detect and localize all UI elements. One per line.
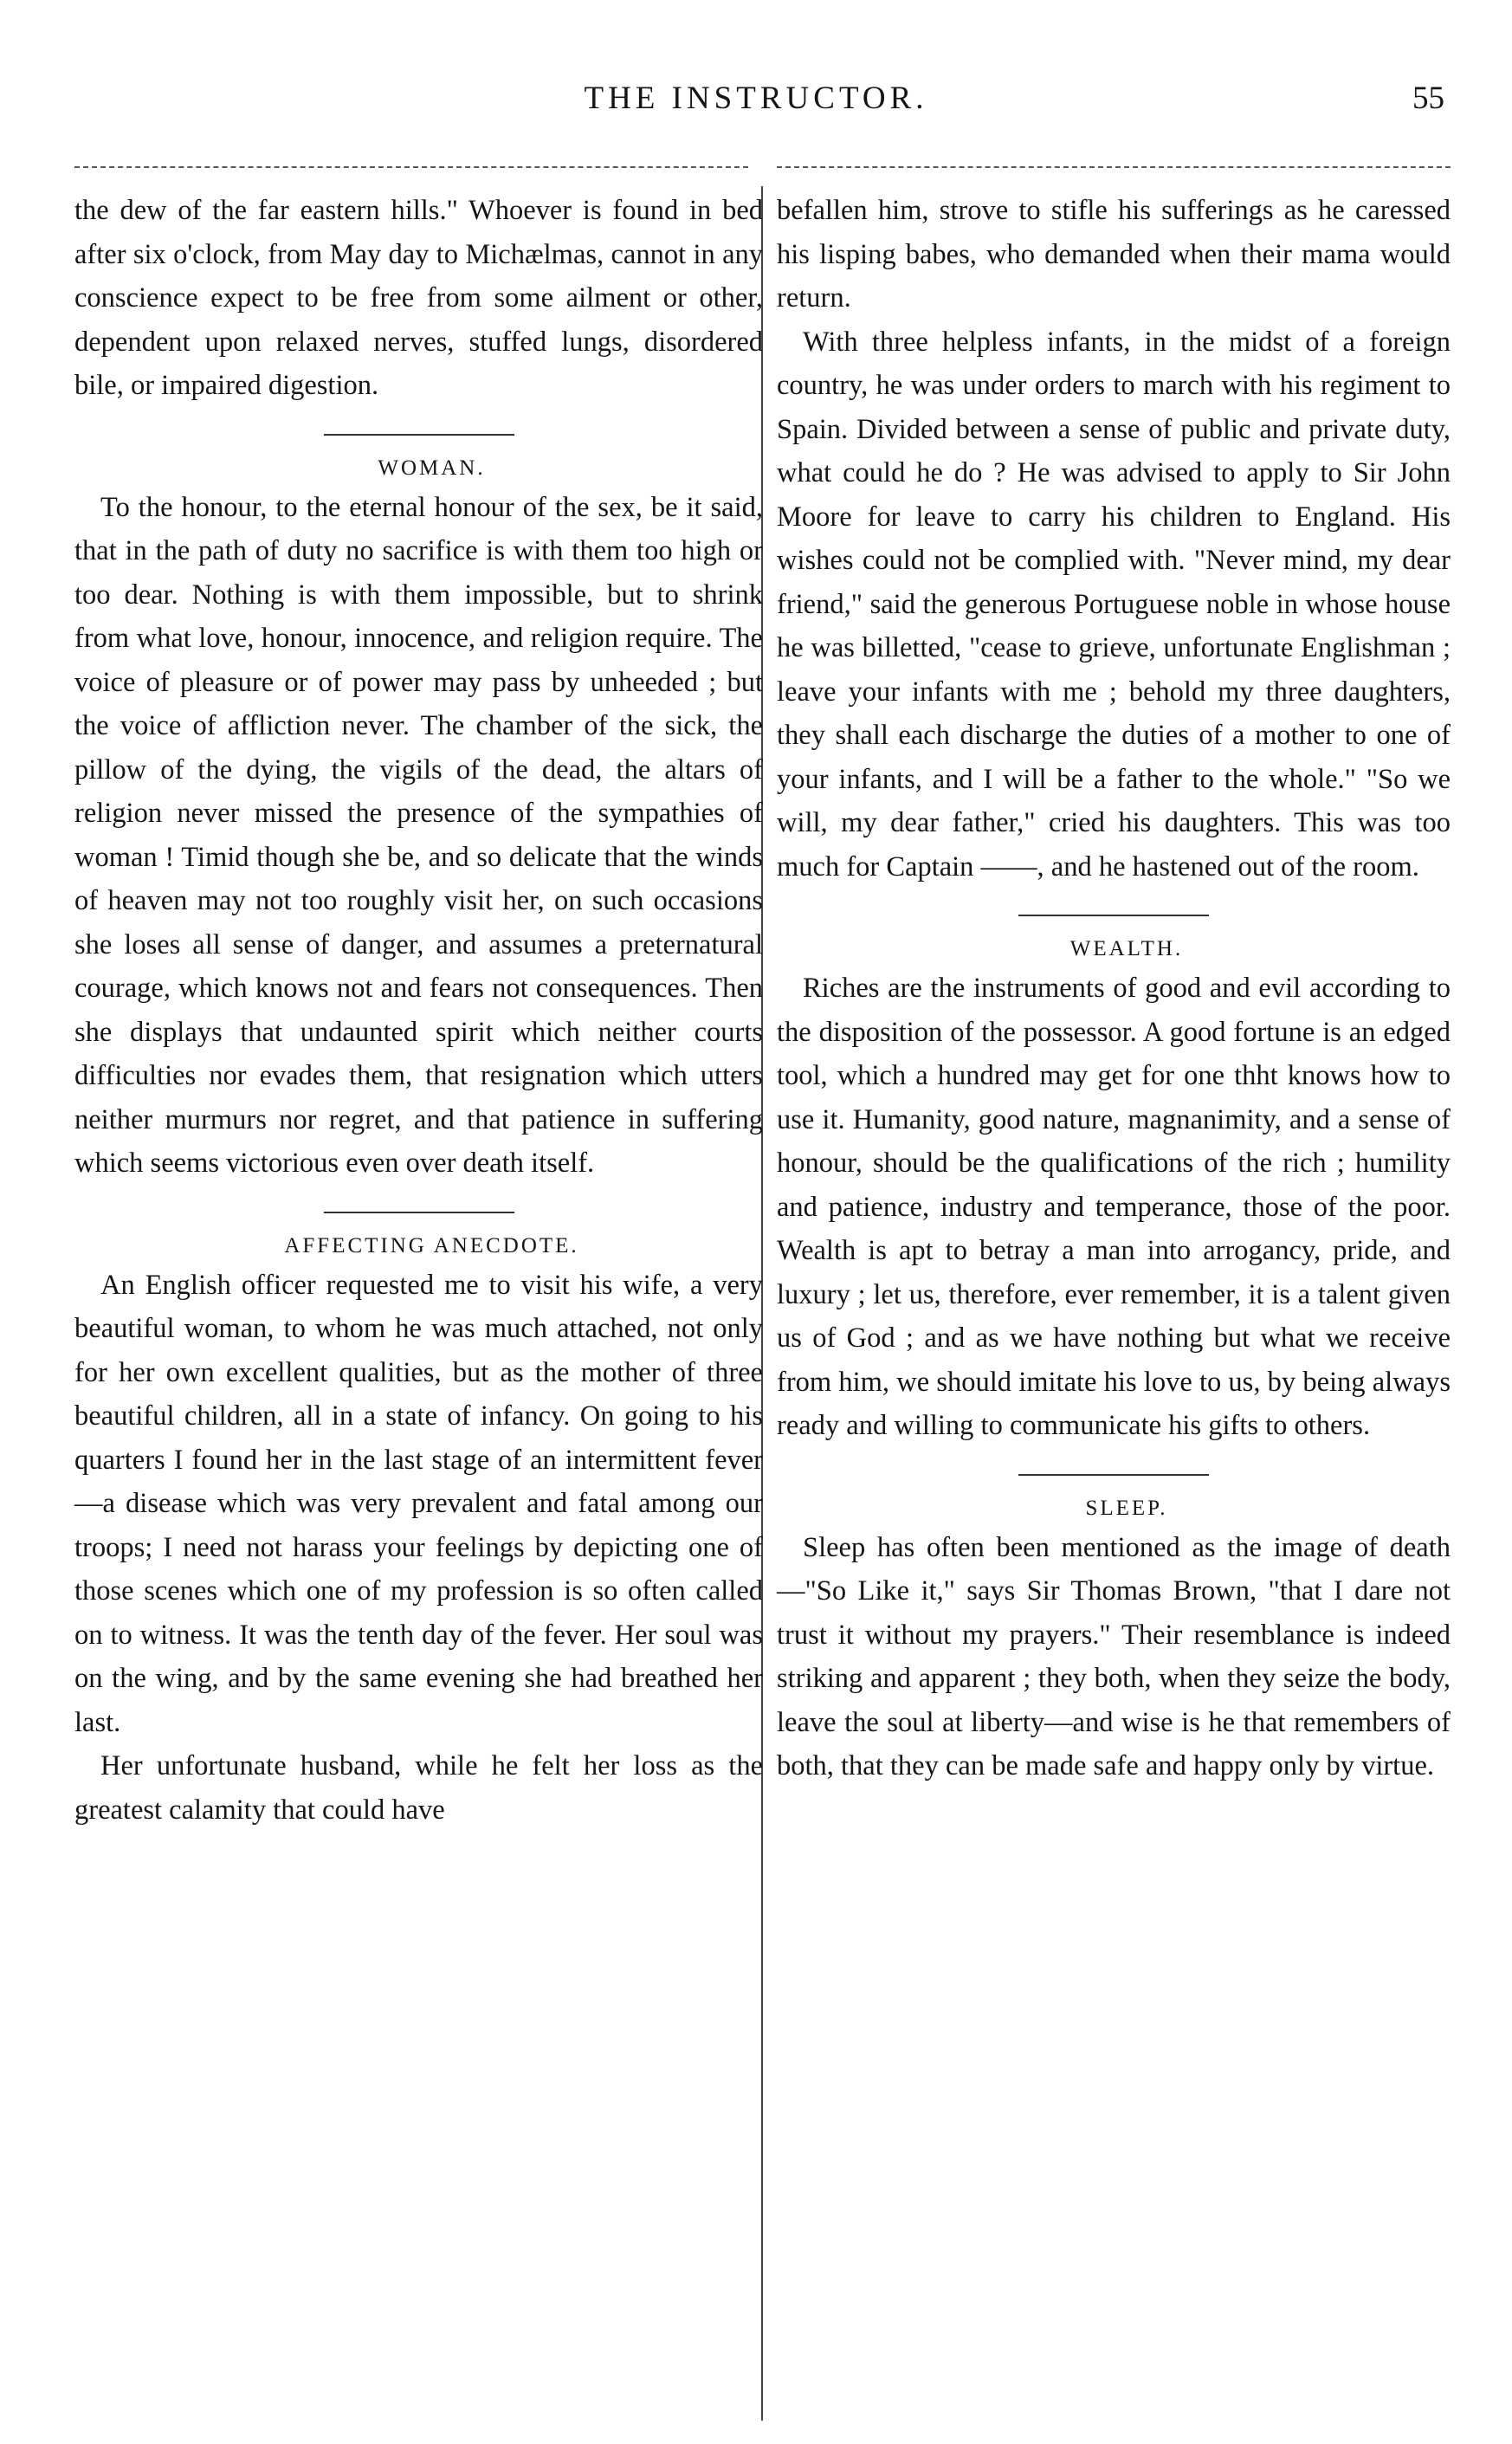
running-title: THE INSTRUCTOR.: [584, 81, 928, 116]
anecdote-paragraph-1: An English officer requested me to visit his wife, a very beautiful woman, to whom he was much attached, not only for her own excellent qualities, but as the mother of three beautiful children, all in a state of infancy. On going to his quarters I found her in the last stage of an intermittent fever—a disease which was very prevalent and fatal among our troops; I need not harass your feelings by depicting one of those scenes which one of my profession is so often called on to witness. It was the tenth day of the fever. Her soul was on the wing, and by the same evening she had breathed her last.: [74, 1269, 763, 1738]
left-column: [74, 189, 763, 1832]
section-heading-woman: WOMAN.: [378, 456, 486, 480]
section-rule: [324, 434, 514, 436]
right-column: [777, 189, 1451, 1788]
section-heading-sleep: SLEEP.: [1085, 1496, 1168, 1520]
sleep-paragraph: Sleep has often been mentioned as the image of death—"So Like it," says Sir Thomas Brown, "that I dare not trust it without my prayers." Their resemblance is indeed striking and apparent ; they both, when they seize the body, leave the soul at liberty—and wise is he that remembers of both, that they can be made safe and happy only by virtue.: [777, 1531, 1451, 1781]
wealth-paragraph: Riches are the instruments of good and evil according to the disposition of the possessor. A good fortune is an edged tool, which a hundred may get for one thht knows how to use it. Humanity, good nature, magnanimity, and a sense of honour, should be the qualifications of the rich ; humility and patience, industry and temperance, those of the poor. Wealth is apt to betray a man into arrogancy, pride, and luxury ; let us, therefore, ever remember, it is a talent given us of God ; and as we have nothing but what we receive from him, we should imitate his love to us, by being always ready and willing to communicate his gifts to others.: [777, 973, 1451, 1441]
continued-paragraph: the dew of the far eastern hills." Whoever is found in bed after six o'clock, from May day to Michælmas, cannot in any conscience expect to be free from some ailment or other, dependent upon relaxed nerves, stuffed lungs, disordered bile, or impaired digestion.: [74, 195, 763, 401]
woman-paragraph: To the honour, to the eternal honour of the sex, be it said, that in the path of duty no sacrifice is with them too high or too dear. Nothing is with them impossible, but to shrink from what love, honour, innocence, and religion require. The voice of pleasure or of power may pass by unheeded ; but the voice of affliction never. The chamber of the sick, the pillow of the dying, the vigils of the dead, the altars of religion never missed the presence of the sympathies of woman ! Timid though she be, and so delicate that the winds of heaven may not too roughly visit her, on such occasions she loses all sense of danger, and assumes a preternatural courage, which knows not and fears not consequences. Then she displays that undaunted spirit which neither courts difficulties nor evades them, that resignation which utters neither murmurs nor regret, and that patience in suffering which seems victorious even over death itself.: [74, 491, 763, 1179]
header-rule-right: [777, 166, 1451, 168]
section-heading-anecdote: AFFECTING ANECDOTE.: [284, 1233, 579, 1258]
anecdote-paragraph-2: Her unfortunate husband, while he felt her loss as the greatest calamity that could have: [74, 1750, 763, 1826]
section-heading-wealth: WEALTH.: [1069, 937, 1184, 960]
section-rule: [1018, 915, 1209, 916]
page-number: 55: [1412, 81, 1444, 116]
header-rule-left: [74, 166, 748, 168]
section-rule: [324, 1212, 514, 1213]
anecdote-paragraph-2-continued: befallen him, strove to stifle his sufferings as he caressed his lisping babes, who demanded when their mama would return.: [777, 195, 1451, 314]
section-rule: [1018, 1474, 1209, 1476]
anecdote-paragraph-3: With three helpless infants, in the midst of a foreign country, he was under orders to march with his regiment to Spain. Divided between a sense of public and private duty, what could he do ? He was advised to apply to Sir John Moore for leave to carry his children to England. His wishes could not be complied with. "Never mind, my dear friend," said the generous Portuguese noble in whose house he was billetted, "cease to grieve, unfortunate Englishman ; leave your infants with me ; behold my three daughters, they shall each discharge the duties of a mother to one of your infants, and I will be a father to the whole." "So we will, my dear father," cried his daughters. This was too much for Captain ——, and he hastened out of the room.: [777, 326, 1451, 883]
running-head: [0, 80, 1512, 132]
